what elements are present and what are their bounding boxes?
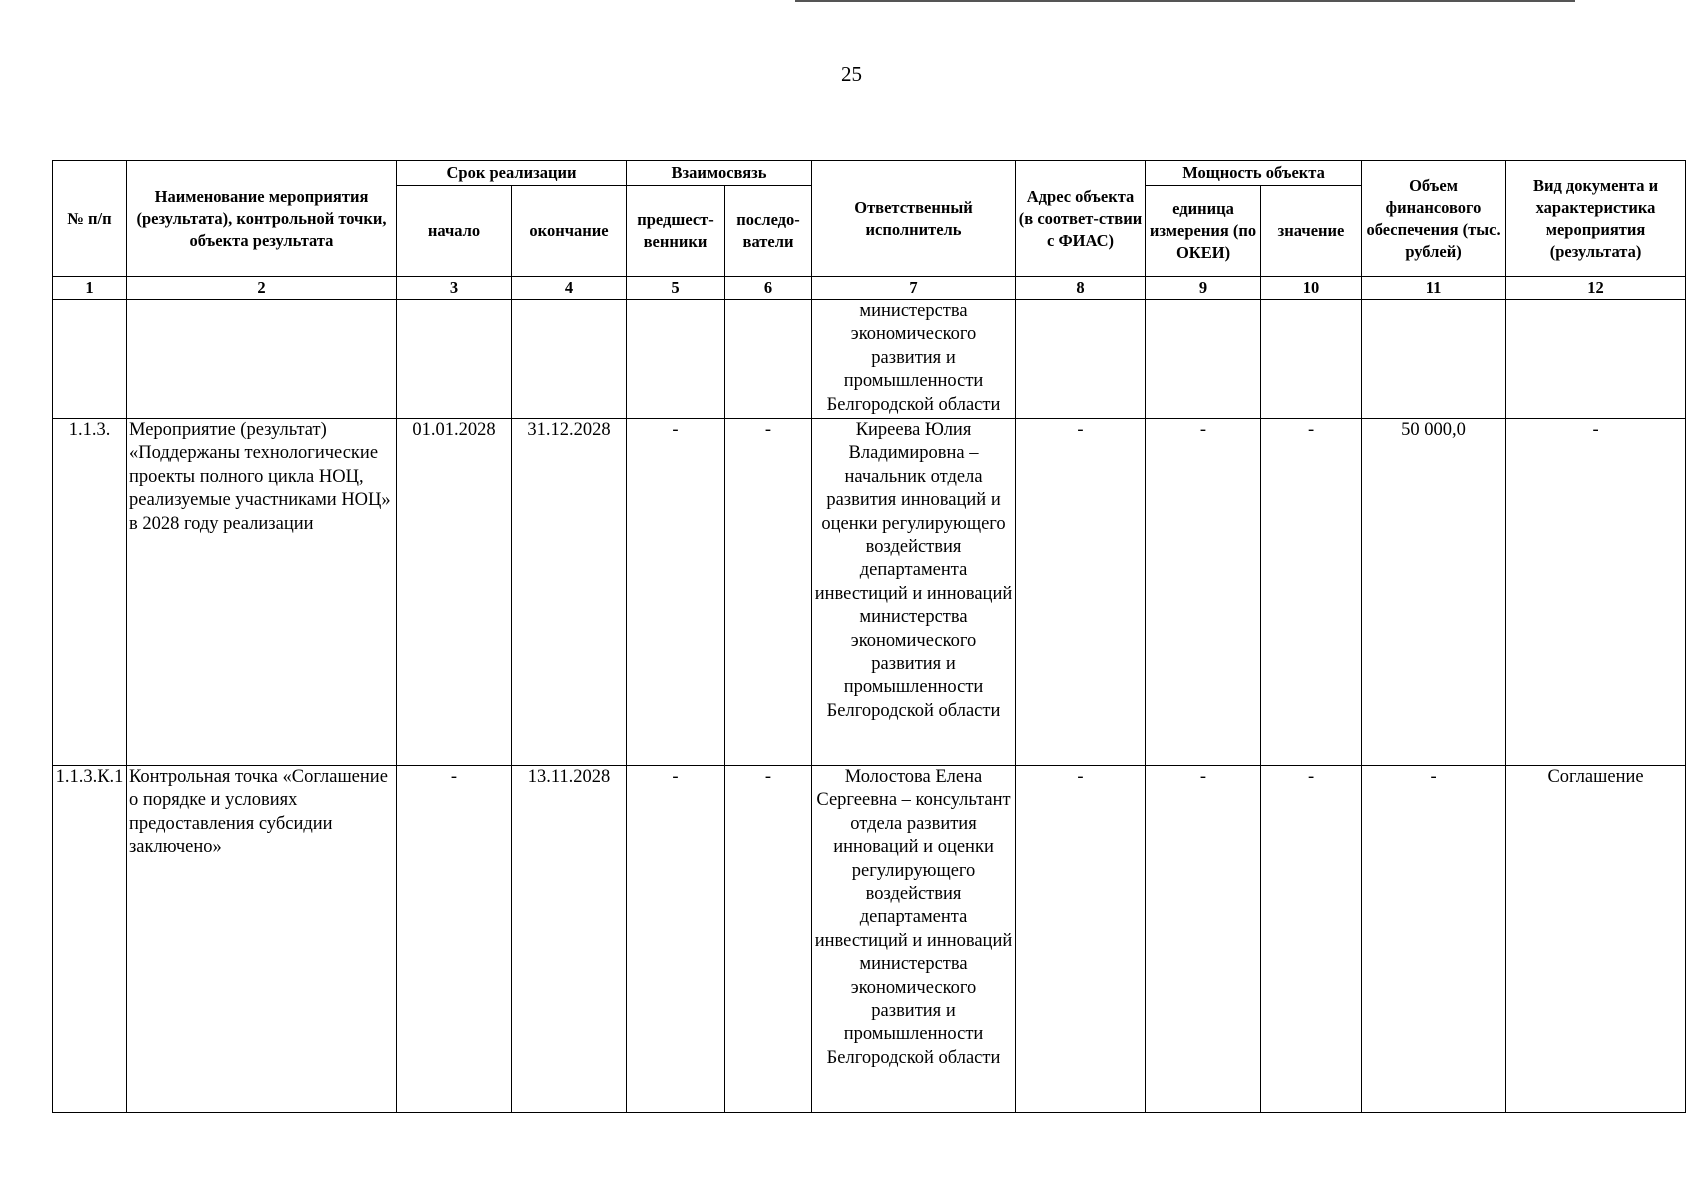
col-number: 8 [1016, 277, 1146, 300]
cell-value: - [1261, 419, 1362, 766]
cell-start: - [397, 766, 512, 1113]
col-number: 4 [512, 277, 627, 300]
cell-finance: 50 000,0 [1362, 419, 1506, 766]
col-number: 12 [1506, 277, 1686, 300]
cell-pred: - [627, 766, 725, 1113]
header-capacity-value: значение [1261, 186, 1362, 277]
cell-succ: - [725, 766, 812, 1113]
header-term-group: Срок реализации [397, 161, 627, 186]
cell-doc: - [1506, 419, 1686, 766]
col-number: 10 [1261, 277, 1362, 300]
cell-value [1261, 300, 1362, 419]
cell-name: Мероприятие (результат) «Поддержаны технологические проекты полного цикла НОЦ, реализуемые участниками НОЦ» в 2028 году реализации [127, 419, 397, 766]
col-number: 7 [812, 277, 1016, 300]
cell-pred [627, 300, 725, 419]
cell-address: - [1016, 419, 1146, 766]
cell-address [1016, 300, 1146, 419]
header-link-succ: последо-ватели [725, 186, 812, 277]
cell-unit: - [1146, 766, 1261, 1113]
header-address: Адрес объекта (в соответ-ствии с ФИАС) [1016, 161, 1146, 277]
page-number: 25 [841, 62, 862, 86]
cell-doc [1506, 300, 1686, 419]
header-link-pred: предшест-венники [627, 186, 725, 277]
cell-address: - [1016, 766, 1146, 1113]
col-number: 3 [397, 277, 512, 300]
cell-responsible: Молостова Елена Сергеевна – консультант отдела развития инноваций и оценки регулирующего воздействия департамента инвестиций и инноваций министерства экономического развития и промышленности Белгородской области [812, 766, 1016, 1113]
header-responsible: Ответственный исполнитель [812, 161, 1016, 277]
header-capacity-group: Мощность объекта [1146, 161, 1362, 186]
table-row [53, 419, 1686, 766]
cell-end: 13.11.2028 [512, 766, 627, 1113]
col-number: 1 [53, 277, 127, 300]
table-row-continuation [53, 300, 1686, 419]
cell-unit: - [1146, 419, 1261, 766]
header-term-start: начало [397, 186, 512, 277]
header-link-group: Взаимосвязь [627, 161, 812, 186]
plan-table [52, 160, 1686, 1113]
header-finance: Объем финансового обеспечения (тыс. рублей) [1362, 161, 1506, 277]
cell-end [512, 300, 627, 419]
col-number: 9 [1146, 277, 1261, 300]
header-num: № п/п [53, 161, 127, 277]
cell-doc: Соглашение [1506, 766, 1686, 1113]
cell-pred: - [627, 419, 725, 766]
cell-name [127, 300, 397, 419]
cell-succ [725, 300, 812, 419]
header-doc-type: Вид документа и характеристика мероприятия (результата) [1506, 161, 1686, 277]
col-number: 5 [627, 277, 725, 300]
cell-succ: - [725, 419, 812, 766]
cell-end: 31.12.2028 [512, 419, 627, 766]
header-term-end: окончание [512, 186, 627, 277]
column-number-row [53, 277, 1686, 300]
cell-start: 01.01.2028 [397, 419, 512, 766]
table-header [53, 161, 1686, 300]
cell-responsible: министерства экономического развития и промышленности Белгородской области [812, 300, 1016, 419]
cell-num: 1.1.3.К.1 [53, 766, 127, 1113]
cell-finance [1362, 300, 1506, 419]
top-border-line [795, 0, 1575, 2]
cell-responsible: Киреева Юлия Владимировна – начальник отдела развития инноваций и оценки регулирующего воздействия департамента инвестиций и инноваций министерства экономического развития и промышленности Белгородской области [812, 419, 1016, 766]
cell-num: 1.1.3. [53, 419, 127, 766]
header-name: Наименование мероприятия (результата), контрольной точки, объекта результата [127, 161, 397, 277]
cell-value: - [1261, 766, 1362, 1113]
col-number: 11 [1362, 277, 1506, 300]
table-row [53, 766, 1686, 1113]
cell-name: Контрольная точка «Соглашение о порядке и условиях предоставления субсидии заключено» [127, 766, 397, 1113]
col-number: 2 [127, 277, 397, 300]
col-number: 6 [725, 277, 812, 300]
cell-finance: - [1362, 766, 1506, 1113]
cell-unit [1146, 300, 1261, 419]
cell-num [53, 300, 127, 419]
cell-start [397, 300, 512, 419]
header-capacity-unit: единица измерения (по ОКЕИ) [1146, 186, 1261, 277]
